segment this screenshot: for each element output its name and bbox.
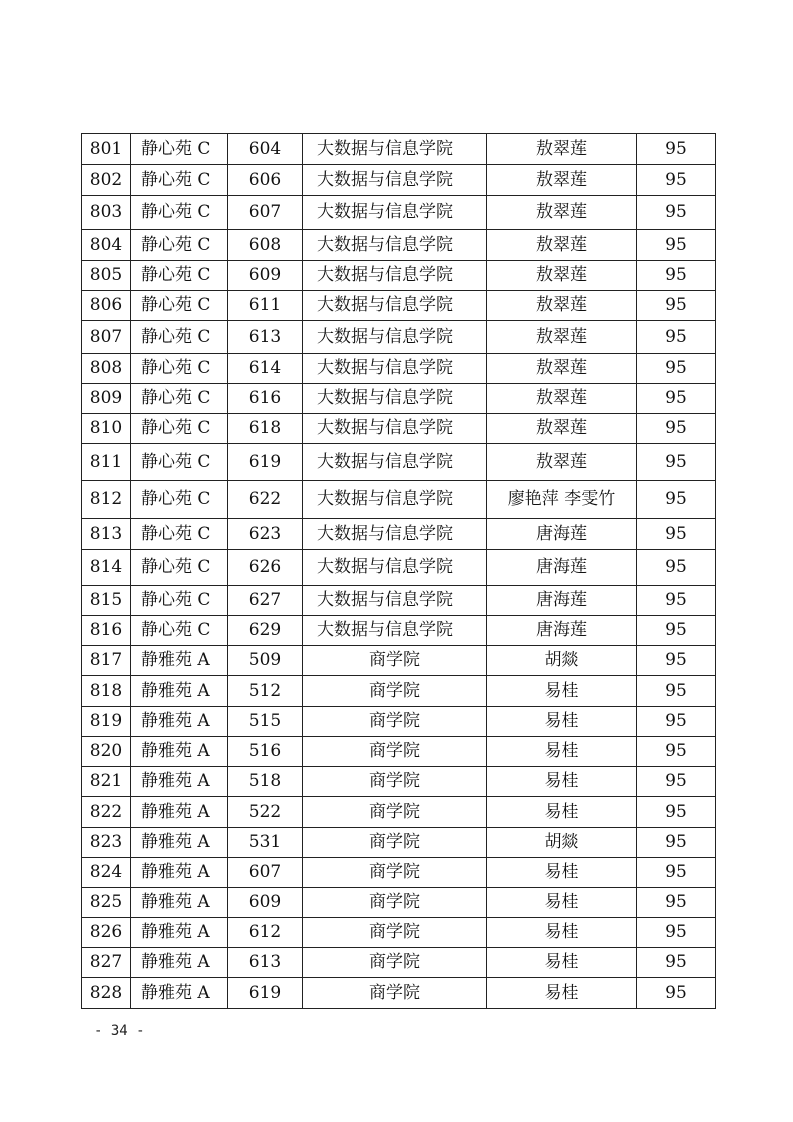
cell-number: 804 — [82, 230, 131, 261]
cell-inspector: 敖翠莲 — [487, 261, 637, 291]
cell-room: 622 — [228, 481, 303, 519]
cell-college: 大数据与信息学院 — [303, 444, 487, 481]
cell-inspector: 易桂 — [487, 797, 637, 828]
cell-building: 静雅苑 A — [131, 918, 228, 948]
cell-number: 824 — [82, 858, 131, 888]
cell-number: 802 — [82, 165, 131, 196]
table-row — [82, 646, 716, 676]
cell-building: 静心苑 C — [131, 550, 228, 586]
cell-room: 531 — [228, 828, 303, 858]
cell-number: 813 — [82, 519, 131, 550]
cell-building: 静雅苑 A — [131, 888, 228, 918]
cell-room: 618 — [228, 414, 303, 444]
cell-college: 大数据与信息学院 — [303, 134, 487, 165]
cell-college: 大数据与信息学院 — [303, 196, 487, 230]
cell-number: 823 — [82, 828, 131, 858]
cell-number: 809 — [82, 384, 131, 414]
cell-inspector: 唐海莲 — [487, 550, 637, 586]
cell-room: 623 — [228, 519, 303, 550]
cell-inspector: 敖翠莲 — [487, 134, 637, 165]
cell-number: 815 — [82, 586, 131, 616]
table-row — [82, 444, 716, 481]
cell-score: 95 — [637, 707, 716, 737]
cell-college: 大数据与信息学院 — [303, 354, 487, 384]
table-body — [82, 134, 716, 1009]
cell-score: 95 — [637, 196, 716, 230]
cell-number: 807 — [82, 321, 131, 354]
cell-inspector: 敖翠莲 — [487, 414, 637, 444]
cell-room: 613 — [228, 948, 303, 978]
cell-room: 512 — [228, 676, 303, 707]
cell-score: 95 — [637, 797, 716, 828]
cell-inspector: 易桂 — [487, 737, 637, 767]
cell-building: 静雅苑 A — [131, 978, 228, 1009]
cell-inspector: 敖翠莲 — [487, 165, 637, 196]
cell-score: 95 — [637, 414, 716, 444]
table-row — [82, 616, 716, 646]
cell-score: 95 — [637, 165, 716, 196]
cell-building: 静心苑 C — [131, 444, 228, 481]
cell-inspector: 易桂 — [487, 676, 637, 707]
table-row — [82, 291, 716, 321]
table-row — [82, 586, 716, 616]
table-row — [82, 414, 716, 444]
table-row — [82, 828, 716, 858]
table-row — [82, 797, 716, 828]
table-row — [82, 384, 716, 414]
cell-inspector: 廖艳萍 李雯竹 — [487, 481, 637, 519]
cell-building: 静雅苑 A — [131, 767, 228, 797]
cell-score: 95 — [637, 481, 716, 519]
cell-inspector: 易桂 — [487, 707, 637, 737]
cell-college: 大数据与信息学院 — [303, 165, 487, 196]
cell-inspector: 易桂 — [487, 918, 637, 948]
cell-inspector: 易桂 — [487, 858, 637, 888]
cell-college: 商学院 — [303, 978, 487, 1009]
cell-inspector: 胡燚 — [487, 828, 637, 858]
cell-number: 819 — [82, 707, 131, 737]
cell-building: 静雅苑 A — [131, 797, 228, 828]
cell-score: 95 — [637, 948, 716, 978]
cell-inspector: 易桂 — [487, 978, 637, 1009]
cell-number: 808 — [82, 354, 131, 384]
cell-building: 静雅苑 A — [131, 828, 228, 858]
cell-room: 616 — [228, 384, 303, 414]
cell-number: 828 — [82, 978, 131, 1009]
cell-inspector: 敖翠莲 — [487, 321, 637, 354]
cell-score: 95 — [637, 384, 716, 414]
cell-college: 商学院 — [303, 918, 487, 948]
cell-score: 95 — [637, 134, 716, 165]
cell-room: 619 — [228, 978, 303, 1009]
cell-college: 商学院 — [303, 707, 487, 737]
cell-building: 静心苑 C — [131, 134, 228, 165]
cell-building: 静雅苑 A — [131, 707, 228, 737]
cell-building: 静心苑 C — [131, 196, 228, 230]
cell-college: 大数据与信息学院 — [303, 616, 487, 646]
table-row — [82, 918, 716, 948]
cell-score: 95 — [637, 676, 716, 707]
cell-inspector: 唐海莲 — [487, 616, 637, 646]
dormitory-score-table — [81, 133, 716, 1009]
cell-number: 822 — [82, 797, 131, 828]
table-row — [82, 261, 716, 291]
cell-room: 518 — [228, 767, 303, 797]
cell-number: 801 — [82, 134, 131, 165]
cell-inspector: 易桂 — [487, 767, 637, 797]
cell-college: 大数据与信息学院 — [303, 519, 487, 550]
cell-score: 95 — [637, 444, 716, 481]
cell-college: 大数据与信息学院 — [303, 321, 487, 354]
cell-room: 629 — [228, 616, 303, 646]
cell-room: 613 — [228, 321, 303, 354]
cell-room: 619 — [228, 444, 303, 481]
cell-building: 静心苑 C — [131, 291, 228, 321]
cell-college: 商学院 — [303, 888, 487, 918]
cell-building: 静雅苑 A — [131, 646, 228, 676]
cell-room: 607 — [228, 196, 303, 230]
table-row — [82, 978, 716, 1009]
cell-number: 820 — [82, 737, 131, 767]
cell-score: 95 — [637, 261, 716, 291]
cell-score: 95 — [637, 918, 716, 948]
cell-room: 627 — [228, 586, 303, 616]
table-row — [82, 165, 716, 196]
cell-building: 静心苑 C — [131, 384, 228, 414]
cell-room: 608 — [228, 230, 303, 261]
cell-building: 静心苑 C — [131, 165, 228, 196]
cell-inspector: 唐海莲 — [487, 519, 637, 550]
cell-room: 611 — [228, 291, 303, 321]
cell-number: 817 — [82, 646, 131, 676]
cell-room: 604 — [228, 134, 303, 165]
cell-score: 95 — [637, 737, 716, 767]
cell-number: 827 — [82, 948, 131, 978]
cell-room: 509 — [228, 646, 303, 676]
cell-inspector: 胡燚 — [487, 646, 637, 676]
cell-inspector: 易桂 — [487, 888, 637, 918]
cell-inspector: 敖翠莲 — [487, 196, 637, 230]
table-row — [82, 321, 716, 354]
cell-building: 静心苑 C — [131, 519, 228, 550]
cell-score: 95 — [637, 586, 716, 616]
cell-score: 95 — [637, 858, 716, 888]
cell-college: 大数据与信息学院 — [303, 291, 487, 321]
table-row — [82, 354, 716, 384]
cell-number: 825 — [82, 888, 131, 918]
cell-score: 95 — [637, 978, 716, 1009]
cell-number: 821 — [82, 767, 131, 797]
cell-college: 商学院 — [303, 676, 487, 707]
cell-college: 商学院 — [303, 737, 487, 767]
cell-room: 607 — [228, 858, 303, 888]
cell-inspector: 唐海莲 — [487, 586, 637, 616]
cell-inspector: 敖翠莲 — [487, 291, 637, 321]
table-row — [82, 948, 716, 978]
cell-college: 大数据与信息学院 — [303, 414, 487, 444]
table-row — [82, 230, 716, 261]
cell-score: 95 — [637, 519, 716, 550]
cell-college: 大数据与信息学院 — [303, 481, 487, 519]
cell-building: 静雅苑 A — [131, 676, 228, 707]
cell-room: 614 — [228, 354, 303, 384]
cell-building: 静心苑 C — [131, 586, 228, 616]
cell-college: 商学院 — [303, 767, 487, 797]
cell-college: 大数据与信息学院 — [303, 384, 487, 414]
cell-inspector: 敖翠莲 — [487, 354, 637, 384]
cell-college: 商学院 — [303, 858, 487, 888]
cell-building: 静心苑 C — [131, 261, 228, 291]
table-row — [82, 196, 716, 230]
table-row — [82, 550, 716, 586]
cell-room: 606 — [228, 165, 303, 196]
cell-number: 816 — [82, 616, 131, 646]
cell-score: 95 — [637, 616, 716, 646]
cell-score: 95 — [637, 291, 716, 321]
table-row — [82, 707, 716, 737]
cell-room: 515 — [228, 707, 303, 737]
cell-score: 95 — [637, 354, 716, 384]
cell-building: 静心苑 C — [131, 616, 228, 646]
cell-number: 812 — [82, 481, 131, 519]
cell-room: 522 — [228, 797, 303, 828]
table-row — [82, 858, 716, 888]
cell-score: 95 — [637, 321, 716, 354]
cell-room: 612 — [228, 918, 303, 948]
cell-number: 814 — [82, 550, 131, 586]
table-row — [82, 519, 716, 550]
cell-score: 95 — [637, 550, 716, 586]
cell-number: 810 — [82, 414, 131, 444]
table-row — [82, 888, 716, 918]
cell-college: 大数据与信息学院 — [303, 586, 487, 616]
cell-inspector: 敖翠莲 — [487, 444, 637, 481]
cell-college: 商学院 — [303, 646, 487, 676]
table-row — [82, 134, 716, 165]
cell-building: 静心苑 C — [131, 354, 228, 384]
cell-building: 静心苑 C — [131, 230, 228, 261]
cell-room: 609 — [228, 261, 303, 291]
cell-college: 大数据与信息学院 — [303, 261, 487, 291]
cell-room: 516 — [228, 737, 303, 767]
cell-college: 商学院 — [303, 797, 487, 828]
cell-inspector: 敖翠莲 — [487, 384, 637, 414]
cell-score: 95 — [637, 646, 716, 676]
cell-room: 609 — [228, 888, 303, 918]
cell-building: 静雅苑 A — [131, 858, 228, 888]
page-number: - 34 - — [94, 1023, 145, 1039]
cell-college: 商学院 — [303, 948, 487, 978]
cell-college: 大数据与信息学院 — [303, 230, 487, 261]
table-row — [82, 481, 716, 519]
cell-number: 811 — [82, 444, 131, 481]
cell-room: 626 — [228, 550, 303, 586]
cell-number: 826 — [82, 918, 131, 948]
cell-number: 805 — [82, 261, 131, 291]
cell-college: 大数据与信息学院 — [303, 550, 487, 586]
cell-score: 95 — [637, 828, 716, 858]
cell-score: 95 — [637, 230, 716, 261]
cell-number: 803 — [82, 196, 131, 230]
cell-building: 静心苑 C — [131, 481, 228, 519]
cell-number: 818 — [82, 676, 131, 707]
cell-building: 静雅苑 A — [131, 948, 228, 978]
cell-score: 95 — [637, 888, 716, 918]
cell-building: 静心苑 C — [131, 321, 228, 354]
table-row — [82, 676, 716, 707]
cell-inspector: 易桂 — [487, 948, 637, 978]
cell-number: 806 — [82, 291, 131, 321]
cell-college: 商学院 — [303, 828, 487, 858]
cell-score: 95 — [637, 767, 716, 797]
cell-building: 静心苑 C — [131, 414, 228, 444]
table-row — [82, 737, 716, 767]
cell-inspector: 敖翠莲 — [487, 230, 637, 261]
cell-building: 静雅苑 A — [131, 737, 228, 767]
table-row — [82, 767, 716, 797]
